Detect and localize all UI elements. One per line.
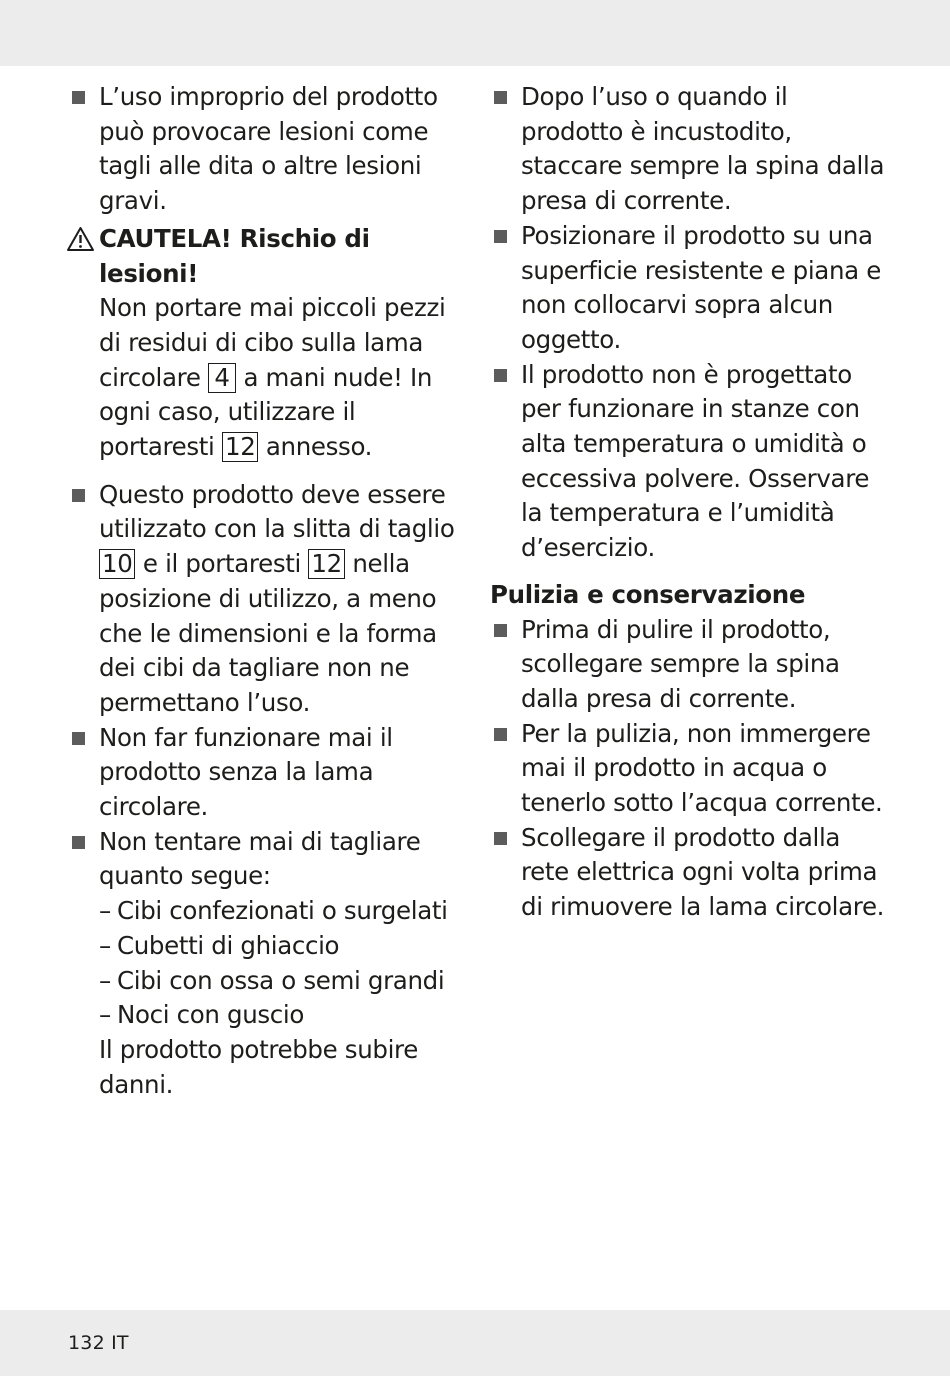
safety-item-surface: [490, 219, 890, 358]
safety-item-environment: [490, 358, 890, 566]
item-text: Posizionare il prodotto su una superficie resistente e piana e non collocarvi sopra alcun oggetto.: [521, 220, 881, 354]
cleaning-item-unplug: [490, 613, 890, 717]
dash-symbol: –: [99, 896, 111, 926]
item-text: Prima di pulire il prodotto, scollegare sempre la spina dalla presa di corrente.: [521, 614, 840, 713]
left-column: [68, 80, 464, 1102]
dash-symbol: –: [99, 965, 111, 995]
list-item-text: Cibi con ossa o semi grandi: [117, 965, 445, 995]
list-item: [99, 964, 464, 999]
caution-text-part: Non portare mai piccoli pezzi di residui di cibo sulla lama circolare: [99, 293, 446, 392]
caution-text-part: annesso.: [258, 432, 373, 462]
item-text-part: Questo prodotto deve essere utilizzato con la slitta di taglio: [99, 479, 455, 544]
dash-symbol: –: [99, 1000, 111, 1030]
square-bullet-icon: [72, 732, 85, 745]
square-bullet-icon: [494, 91, 507, 104]
item-text: Scollegare il prodotto dalla rete elettrica ogni volta prima di rimuovere la lama circolare.: [521, 822, 885, 922]
cleaning-item-no-water: [490, 717, 890, 821]
item-text: Dopo l’uso o quando il prodotto è incustodito, staccare sempre la spina dalla presa di corrente.: [521, 82, 885, 216]
item-intro: Non tentare mai di tagliare quanto segue:: [99, 826, 421, 891]
list-item: [99, 998, 464, 1033]
page-number: 132 IT: [68, 1332, 129, 1354]
caution-text-part: a mani nude! In ogni caso, utilizzare il portaresti: [99, 362, 433, 462]
safety-item-usage: [68, 478, 464, 721]
item-text: Per la pulizia, non immergere mai il prodotto in acqua o tenerlo sotto l’acqua corrente.: [521, 718, 883, 818]
list-item-text: Noci con guscio: [117, 1000, 305, 1030]
part-ref-box: 12: [222, 432, 258, 462]
warning-triangle-icon: [66, 226, 95, 252]
item-text-part: nella posizione di utilizzo, a meno che le dimensioni e la forma dei cibi da tagliare non ne permettano l’uso.: [99, 549, 437, 717]
list-item: [99, 894, 464, 929]
part-ref-box: 12: [308, 549, 344, 579]
safety-item-misuse: [68, 80, 464, 219]
part-ref-box: 4: [208, 363, 236, 393]
list-item-text: Cubetti di ghiaccio: [117, 930, 340, 960]
bottom-band: [0, 1310, 950, 1376]
item-text: Il prodotto non è progettato per funzionare in stanze con alta temperatura o umidità o eccessiva polvere. Osservare la temperatura e l’umidità d’esercizio.: [521, 359, 870, 563]
list-item: [99, 929, 464, 964]
square-bullet-icon: [72, 91, 85, 104]
square-bullet-icon: [72, 489, 85, 502]
cleaning-item-blade-removal: [490, 821, 890, 925]
item-outro: Il prodotto potrebbe subire danni.: [99, 1034, 418, 1099]
item-text: Non far funzionare mai il prodotto senza la lama circolare.: [99, 722, 393, 822]
section-heading: Pulizia e conservazione: [490, 579, 806, 609]
caution-title: CAUTELA! Rischio di lesioni!: [99, 223, 370, 288]
top-band: [0, 0, 950, 66]
square-bullet-icon: [494, 728, 507, 741]
square-bullet-icon: [494, 624, 507, 637]
list-item-text: Cibi confezionati o surgelati: [117, 896, 448, 926]
item-text: L’uso improprio del prodotto può provocare lesioni come tagli alle dita o altre lesioni gravi.: [99, 82, 438, 216]
square-bullet-icon: [494, 832, 507, 845]
right-column: [490, 80, 890, 925]
caution-text: [99, 291, 464, 465]
caution-block: [68, 222, 464, 465]
square-bullet-icon: [72, 836, 85, 849]
safety-item-unplug: [490, 80, 890, 219]
safety-item-blade: [68, 721, 464, 825]
safety-item-do-not-cut: [68, 825, 464, 1103]
part-ref-box: 10: [99, 549, 135, 579]
item-text-part: e il portaresti: [135, 549, 309, 579]
dash-symbol: –: [99, 930, 111, 960]
square-bullet-icon: [494, 369, 507, 382]
square-bullet-icon: [494, 230, 507, 243]
